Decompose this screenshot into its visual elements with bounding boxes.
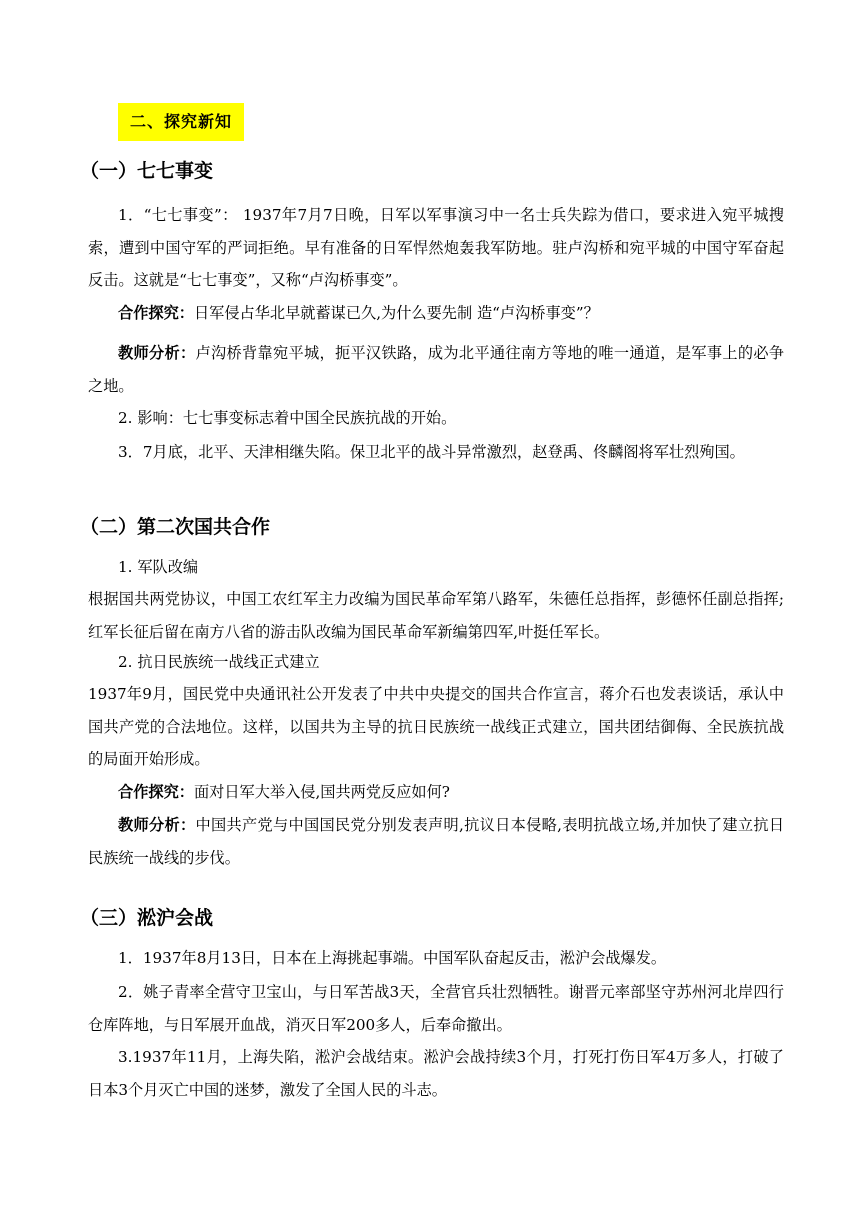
inquiry-label: 合作探究： (118, 783, 194, 801)
paragraph: 1．1937年8月13日，日本在上海挑起事端。中国军队奋起反击，淞沪会战爆发。 (118, 949, 667, 967)
paragraph: 1937年9月，国民党中央通讯社公开发表了中共中央提交的国共合作宣言，蒋介石也发表谈话，承认中国共产党的合法地位。这样，以国共为主导的抗日民族统一战线正式建立，国共团结御侮、全民族抗战的局面开始形成。 (88, 685, 784, 768)
section-heading-3: （三）淞沪会战 (80, 907, 214, 929)
inquiry-label: 合作探究： (118, 304, 194, 322)
teacher-analysis (88, 337, 784, 402)
paragraph: 2．姚子青率全营守卫宝山，与日军苦战3天，全营官兵壮烈牺牲。谢晋元率部坚守苏州河北岸四行仓库阵地，与日军展开血战，消灭日军200多人，后奉命撤出。 (88, 983, 784, 1034)
paragraph: 1．“七七事变”： 1937年7月7日晚，日军以军事演习中一名士兵失踪为借口，要求进入宛平城搜索，遭到中国守军的严词拒绝。早有准备的日军悍然炮轰我军防地。驻卢沟桥和宛平城的中国守军奋起反击。这就是“七七事变”，又称“卢沟桥事变”。 (88, 206, 784, 289)
paragraph: 3.1937年11月，上海失陷，淞沪会战结束。淞沪会战持续3个月，打死打伤日军4万多人，打破了日本3个月灭亡中国的迷梦，激发了全国人民的斗志。 (88, 1048, 784, 1099)
analysis-text: 中国共产党与中国国民党分别发表声明,抗议日本侵略,表明抗战立场,并加快了建立抗日民族统一战线的步伐。 (88, 816, 785, 867)
paragraph: 3．7月底，北平、天津相继失陷。保卫北平的战斗异常激烈，赵登禹、佟麟阁将军壮烈殉国。 (118, 443, 745, 461)
paragraph: 根据国共两党协议，中国工农红军主力改编为国民革命军第八路军，朱德任总指挥，彭德怀任副总指挥;红军长征后留在南方八省的游击队改编为国民革命军新编第四军,叶挺任军长。 (88, 590, 784, 641)
section-heading-2: （二）第二次国共合作 (80, 516, 271, 538)
section-label: 二、探究新知 (118, 103, 244, 141)
analysis-text: 卢沟桥背靠宛平城，扼平汉铁路，成为北平通往南方等地的唯一通道，是军事上的必争之地。 (88, 344, 785, 395)
analysis-label: 教师分析： (118, 344, 196, 362)
inquiry-question (88, 776, 784, 809)
analysis-label: 教师分析： (118, 816, 196, 834)
paragraph: 2. 抗日民族统一战线正式建立 (118, 653, 320, 671)
paragraph: 1. 军队改编 (118, 558, 199, 576)
inquiry-text: 面对日军大举入侵,国共两党反应如何? (193, 783, 450, 801)
teacher-analysis (88, 809, 784, 874)
paragraph: 2. 影响：七七事变标志着中国全民族抗战的开始。 (118, 409, 457, 427)
section-heading-1: （一）七七事变 (80, 160, 214, 182)
inquiry-question (88, 297, 784, 330)
inquiry-text: 日军侵占华北早就蓄谋已久,为什么要先制 造“卢沟桥事变”？ (193, 304, 599, 322)
